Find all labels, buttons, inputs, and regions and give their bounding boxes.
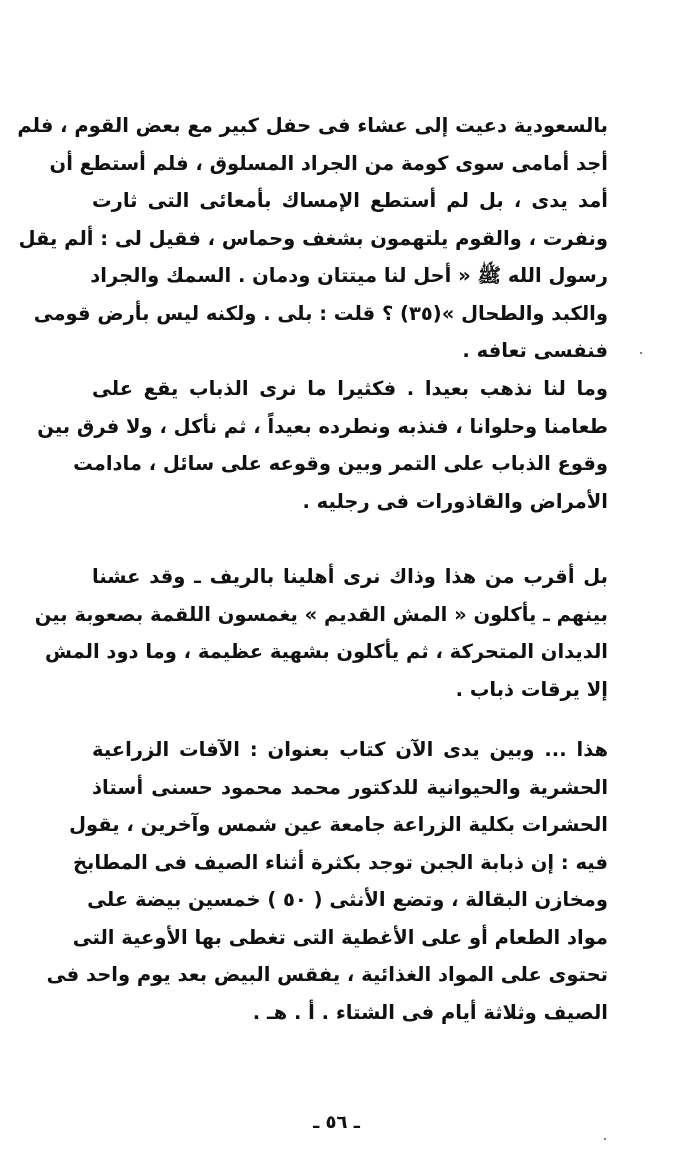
text-line: الأمراض والقاذورات فى رجليه . bbox=[302, 489, 608, 513]
text-line: أجد أمامى سوى كومة من الجراد المسلوق ، فلم أستطع أن bbox=[49, 151, 608, 175]
text-line: وما لنا نذهب بعيدا . فكثيرا ما نرى الذباب يقع على bbox=[92, 377, 608, 400]
text-line: فيه : إن ذبابة الجبن توجد بكثرة أثناء الصيف فى المطابخ bbox=[73, 850, 608, 874]
text-line: وقوع الذباب على التمر وبين وقوعه على سائل ، مادامت bbox=[73, 452, 608, 475]
text-line: فنفسى تعافه . bbox=[462, 339, 608, 362]
text-line: طعامنا وحلوانا ، فنذبه ونطرده بعيداً ، ثم نأكل ، ولا فرق بين bbox=[37, 414, 608, 438]
text-line: تحتوى على المواد الغذائية ، يفقس البيض بعد يوم واحد فى bbox=[46, 963, 608, 986]
text-line: هذا ... وبين يدى الآن كتاب بعنوان : الآفات الزراعية bbox=[92, 738, 608, 761]
page-number: ـ ٥٦ ـ bbox=[313, 1112, 360, 1133]
text-line: أمد يدى ، بل لم أستطع الإمساك بأمعائى التى ثارت bbox=[92, 189, 608, 212]
scan-speck bbox=[604, 1138, 606, 1140]
text-line: بالسعودية دعيت إلى عشاء فى حفل كبير مع بعض القوم ، فلم bbox=[17, 114, 608, 137]
text-line: والكبد والطحال »(٣٥) ؟ قلت : بلى . ولكنه ليس بأرض قومى bbox=[33, 301, 608, 325]
text-line: الحشرية والحيوانية للدكتور محمد محمود حسنى أستاذ bbox=[92, 775, 608, 799]
paragraph-3 bbox=[34, 558, 608, 708]
text-line: الصيف وثلاثة أيام فى الشتاء . أ . هـ . bbox=[252, 1000, 608, 1024]
text-line: الحشرات بكلية الزراعة جامعة عين شمس وآخرين ، يقول bbox=[69, 813, 608, 836]
paragraph-1 bbox=[17, 107, 608, 370]
text-line: رسول الله ﷺ « أحل لنا ميتتان ودمان . السمك والجراد bbox=[90, 264, 608, 287]
scan-speck bbox=[640, 352, 642, 354]
text-line: مواد الطعام أو على الأغطية التى تغطى بها الأوعية التى bbox=[72, 925, 608, 949]
text-line: بل أقرب من هذا وذاك نرى أهلينا بالريف ـ وقد عشنا bbox=[92, 565, 608, 588]
text-line: بينهم ـ يأكلون « المش القديم » يغمسون اللقمة بصعوبة بين bbox=[34, 602, 608, 626]
paragraph-4 bbox=[46, 731, 608, 1031]
text-line: إلا يرقات ذباب . bbox=[455, 677, 608, 701]
text-line: ونفرت ، والقوم يلتهمون بشغف وحماس ، فقيل لى : ألم يقل bbox=[18, 226, 608, 250]
text-line: ومخازن البقالة ، وتضع الأنثى ( ٥٠ ) خمسين بيضة على bbox=[87, 888, 608, 911]
text-line: الديدان المتحركة ، ثم يأكلون بشهية عظيمة ، وما دود المش bbox=[45, 640, 608, 663]
paragraph-2 bbox=[37, 370, 608, 520]
